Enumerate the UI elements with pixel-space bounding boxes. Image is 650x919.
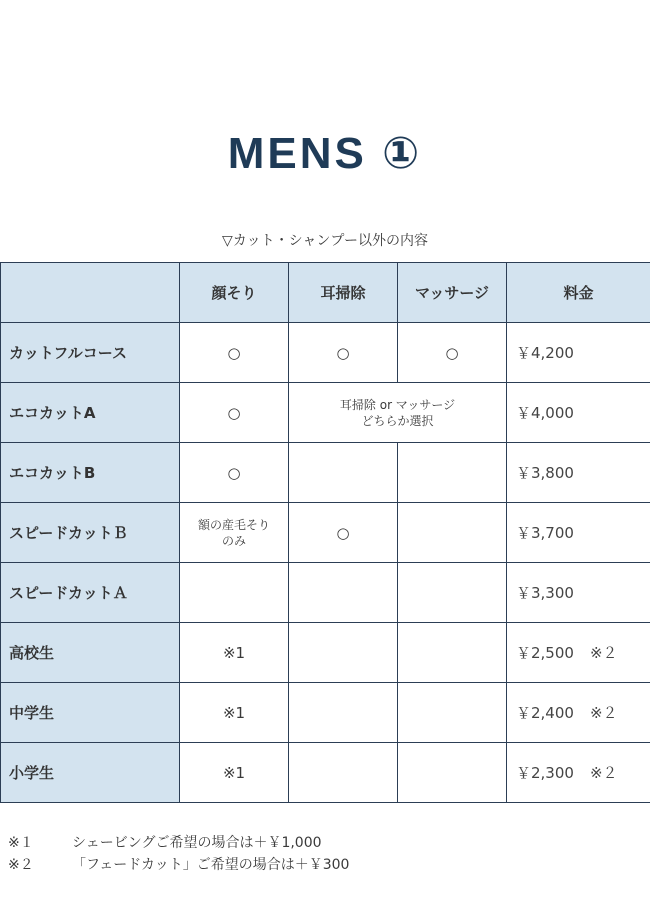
ear-cell bbox=[289, 623, 398, 683]
price-value: ￥4,200 bbox=[516, 344, 574, 362]
header-ear-cleaning: 耳掃除 bbox=[289, 263, 398, 323]
price-value: ￥3,700 bbox=[516, 524, 574, 542]
price-cell bbox=[507, 563, 650, 623]
row-name: 中学生 bbox=[1, 683, 180, 743]
price-table bbox=[0, 262, 650, 803]
shave-cell: ○ bbox=[180, 323, 289, 383]
price-cell bbox=[507, 383, 650, 443]
footnote-1 bbox=[8, 832, 349, 854]
choice-cell: 耳掃除 or マッサージ どちらか選択 bbox=[289, 383, 507, 443]
price-value: ￥2,500 bbox=[516, 644, 574, 662]
table-row bbox=[1, 323, 650, 383]
header-price: 料金 bbox=[507, 263, 650, 323]
footnote-mark: ※１ bbox=[8, 835, 34, 851]
row-name: カットフルコース bbox=[1, 323, 180, 383]
row-name: 小学生 bbox=[1, 743, 180, 803]
header-row bbox=[1, 263, 650, 323]
shave-cell: ※1 bbox=[180, 683, 289, 743]
price-cell bbox=[507, 623, 650, 683]
price-cell bbox=[507, 443, 650, 503]
fade-note-mark: ※２ bbox=[589, 764, 618, 782]
table-subtitle: ▽カット・シャンプー以外の内容 bbox=[222, 233, 428, 249]
header-shave: 顔そり bbox=[180, 263, 289, 323]
row-name: スピードカットＢ bbox=[1, 503, 180, 563]
ear-cell bbox=[289, 443, 398, 503]
row-name: スピードカットＡ bbox=[1, 563, 180, 623]
fade-note-mark: ※２ bbox=[589, 644, 618, 662]
shave-cell: ○ bbox=[180, 383, 289, 443]
header-corner bbox=[1, 263, 180, 323]
page-title: MENS ① bbox=[227, 129, 423, 178]
ear-cell bbox=[289, 563, 398, 623]
massage-cell bbox=[398, 563, 507, 623]
table-row bbox=[1, 683, 650, 743]
price-value: ￥2,400 bbox=[516, 704, 574, 722]
price-cell bbox=[507, 323, 650, 383]
shave-cell: ○ bbox=[180, 443, 289, 503]
price-cell bbox=[507, 683, 650, 743]
row-name: 高校生 bbox=[1, 623, 180, 683]
footnote-text: 「フェードカット」ご希望の場合は＋￥300 bbox=[72, 857, 350, 873]
table-row bbox=[1, 503, 650, 563]
table-row bbox=[1, 563, 650, 623]
row-name: エコカットA bbox=[1, 383, 180, 443]
shave-cell bbox=[180, 563, 289, 623]
massage-cell bbox=[398, 743, 507, 803]
table-row bbox=[1, 443, 650, 503]
shave-cell: ※1 bbox=[180, 743, 289, 803]
footnote-2 bbox=[8, 854, 349, 876]
massage-cell bbox=[398, 623, 507, 683]
shave-cell: ※1 bbox=[180, 623, 289, 683]
massage-cell bbox=[398, 683, 507, 743]
table-row bbox=[1, 743, 650, 803]
footnote-mark: ※２ bbox=[8, 857, 34, 873]
shave-cell: 額の産毛そり のみ bbox=[180, 503, 289, 563]
price-value: ￥4,000 bbox=[516, 404, 574, 422]
massage-cell: ○ bbox=[398, 323, 507, 383]
row-name: エコカットB bbox=[1, 443, 180, 503]
price-value: ￥3,800 bbox=[516, 464, 574, 482]
table-row bbox=[1, 623, 650, 683]
price-value: ￥3,300 bbox=[516, 584, 574, 602]
price-cell bbox=[507, 503, 650, 563]
footnotes bbox=[8, 832, 349, 876]
price-cell bbox=[507, 743, 650, 803]
ear-cell bbox=[289, 743, 398, 803]
ear-cell: ○ bbox=[289, 323, 398, 383]
header-massage: マッサージ bbox=[398, 263, 507, 323]
ear-cell: ○ bbox=[289, 503, 398, 563]
massage-cell bbox=[398, 503, 507, 563]
footnote-text: シェービングご希望の場合は＋￥1,000 bbox=[72, 835, 322, 851]
fade-note-mark: ※２ bbox=[589, 704, 618, 722]
ear-cell bbox=[289, 683, 398, 743]
price-value: ￥2,300 bbox=[516, 764, 574, 782]
massage-cell bbox=[398, 443, 507, 503]
table-row bbox=[1, 383, 650, 443]
